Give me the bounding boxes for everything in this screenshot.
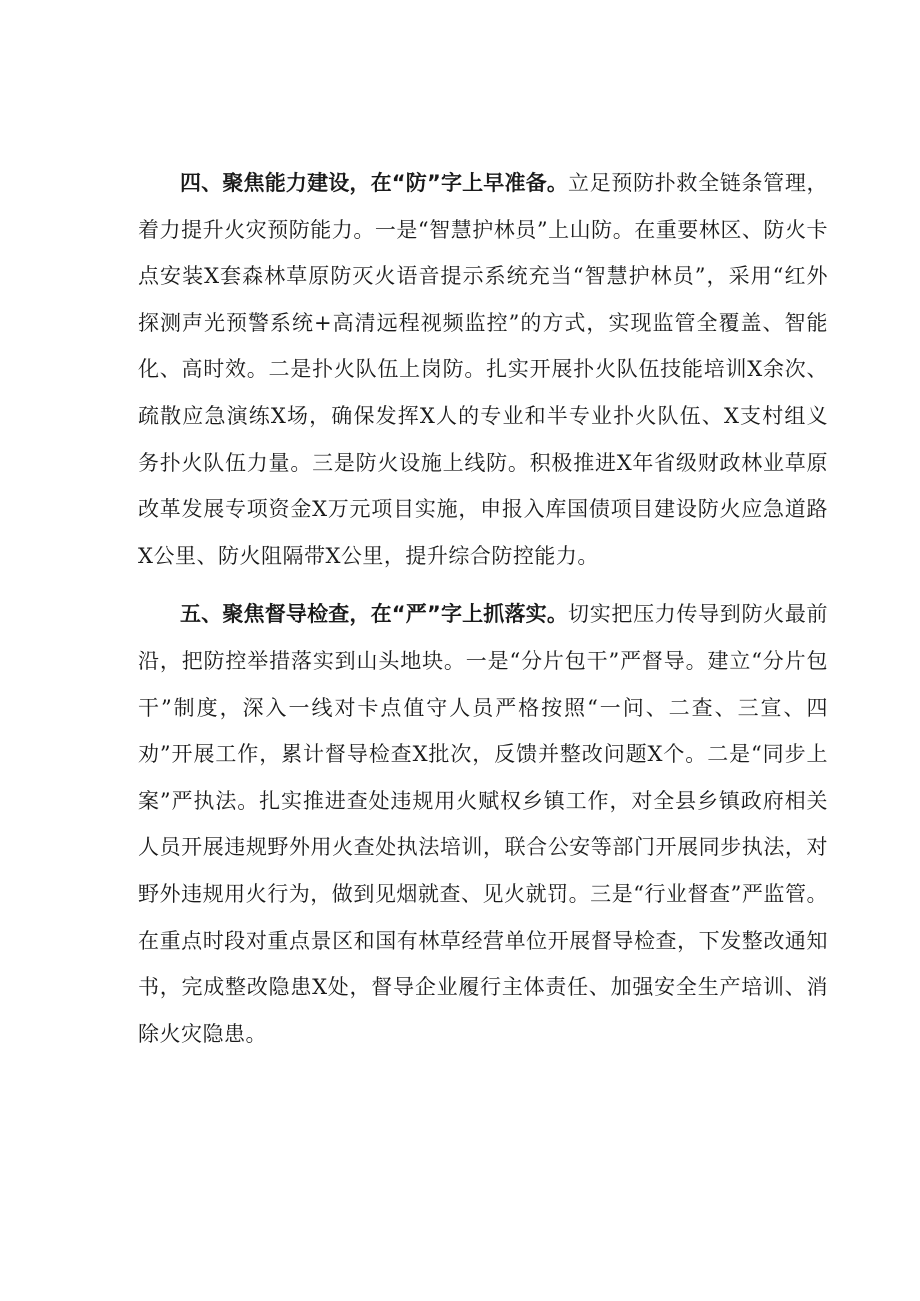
section-text-5: 切实把压力传导到防火最前沿，把防控举措落实到山头地块。一是“分片包干”严督导。建立“分片包干”制度，深入一线对卡点值守人员严格按照“一问、二查、三宣、四劝”开展工作，累计督导检查X批次，反馈并整改问题X个。二是“同步上案”严执法。扎实推进查处违规用火赋权乡镇工作，对全县乡镇政府相关人员开展违规野外用火查处执法培训，联合公安等部门开展同步执法，对野外违规用火行为，做到见烟就查、见火就罚。三是“行业督查”严监管。在重点时段对重点景区和国有林草经营单位开展督导检查，下发整改通知书，完成整改隐患X处，督导企业履行主体责任、加强安全生产培训、消除火灾隐患。 [138,602,829,1046]
section-text-4: 立足预防扑救全链条管理，着力提升火灾预防能力。一是“智慧护林员”上山防。在重要林区、防火卡点安装X套森林草原防灭火语音提示系统充当“智慧护林员”，采用“红外探测声光预警系统+高清远程视频监控”的方式，实现监管全覆盖、智能化、高时效。二是扑火队伍上岗防。扎实开展扑火队伍技能培训X余次、疏散应急演练X场，确保发挥X人的专业和半专业扑火队伍、X支村组义务扑火队伍力量。三是防火设施上线防。积极推进X年省级财政林业草原改革发展专项资金X万元项目实施，申报入库国债项目建设防火应急道路X公里、防火阻隔带X公里，提升综合防控能力。 [138,171,829,568]
section-heading-4: 四、聚焦能力建设，在“防”字上早准备。 [180,171,569,195]
section-heading-5: 五、聚焦督导检查，在“严”字上抓落实。 [180,602,569,627]
document-body [138,160,828,1057]
section-paragraph-4 [138,160,828,579]
section-paragraph-5 [138,591,828,1057]
